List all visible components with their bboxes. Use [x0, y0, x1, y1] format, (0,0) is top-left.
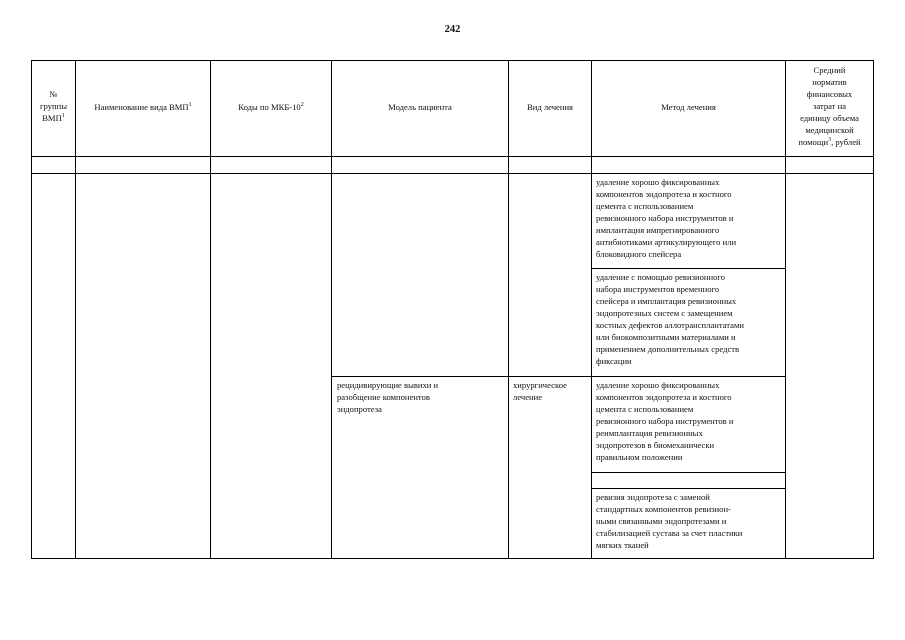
col-border — [591, 60, 592, 559]
method-divider — [591, 472, 785, 473]
header-group-number: № группы ВМП$^1$ — [40, 89, 67, 123]
header-patient-model: Модель пациента — [388, 102, 452, 112]
col-border — [508, 60, 509, 559]
treatment-method-cell: ревизия эндопротеза с заменой стандартных компонентов ревизион- ными связанными эндопротезами и стабилизацией сустава за счет пластики мягких тканей — [596, 492, 743, 550]
treatment-method-cell: удаление с помощью ревизионного набора инструментов временного спейсера и имплантация ревизионных эндопротезных систем с замещением костных дефектов аллотрансплантатами или биокомпозитными материалами и применением дополнительных средств фиксации — [596, 272, 745, 366]
col-border — [210, 60, 211, 559]
header-treatment-type: Вид лечения — [526, 102, 574, 112]
method-divider — [591, 268, 785, 269]
spacer-row-border — [31, 173, 874, 174]
header-average-cost: Средний норматив финансовых затрат на единицу объема медицинской помощи$^3$, рублей — [798, 65, 861, 147]
treatment-method-cell: удаление хорошо фиксированных компонентов эндопротеза и костного цемента с использованием ревизионного набора инструментов и имплантация импрегнированного антибиотиками артикулирующего или блоковидного спейсера — [596, 177, 737, 259]
method-divider — [591, 488, 785, 489]
table-top-border — [31, 60, 874, 61]
treatment-method-cell: удаление хорошо фиксированных компонентов эндопротеза и костного цемента с использованием ревизионного набора инструментов и реимплантация ревизионных эндопротезов в биомеханически правильном положении — [596, 380, 734, 462]
header-icd-codes: Коды по МКБ-$10^2$ — [238, 102, 304, 112]
header-bottom-border — [31, 156, 874, 157]
col-border — [75, 60, 76, 559]
header-treatment-method: Метод лечения — [661, 102, 716, 112]
col-border — [31, 60, 32, 559]
row-divider — [331, 376, 785, 377]
col-border — [331, 60, 332, 559]
col-border — [873, 60, 874, 559]
table-bottom-border — [31, 558, 874, 559]
patient-model-cell: рецидивирующие вывихи и разобщение компонентов эндопротеза — [337, 380, 439, 414]
page-number: 242 — [444, 24, 461, 35]
header-vmp-name: Наименование вида ВМП$^1$ — [94, 102, 192, 112]
treatment-type-cell: хирургическое лечение — [513, 380, 567, 402]
